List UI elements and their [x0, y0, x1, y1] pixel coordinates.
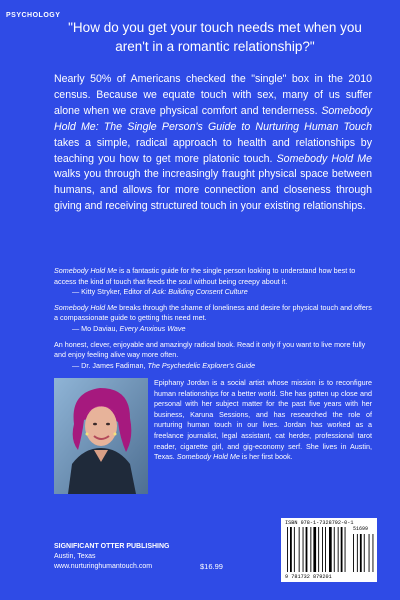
endorsement-attribution: [54, 287, 372, 298]
publisher-website: www.nurturinghumantouch.com: [54, 562, 153, 570]
endorsement-attribution: [54, 361, 372, 372]
publisher-info: [54, 542, 170, 571]
barcode-digits: 9 781732 879201: [285, 574, 332, 580]
description-part-3: walks you through the increasingly fraught physical space between humans, and allows for more connection and closeness through giving and receiving structured touch in your existing relationships.: [54, 168, 372, 213]
attribution-name: — Dr. James Fadiman,: [72, 360, 148, 370]
publisher-name: SIGNIFICANT OTTER PUBLISHING: [54, 543, 170, 550]
book-title-short: Somebody Hold Me: [276, 152, 372, 165]
publisher-city: Austin, Texas: [54, 552, 96, 560]
bio-text: Epiphany Jordan is a social artist whose mission is to reconfigure human relationships for a better world. She has gotten up close and personal with her subject matter for the past five years with her business, Karuna Sessions, and has researched the role of nurturing human touch in our lives. Jordan has worked as a freelance journalist, legal assistant, cat herder, professional tarot reader, cigarette girl, and gig-economy serf. She lives in Austin, Texas.: [154, 378, 372, 462]
book-description: [54, 72, 372, 215]
endorsement-3: [54, 340, 372, 372]
endorsement-book-title: Somebody Hold Me: [54, 266, 118, 275]
endorsement-text: An honest, clever, enjoyable and amazingly radical book. Read it only if you want to live more fully and enjoy feeling alive way more often.: [54, 339, 366, 360]
attribution-name: — Kitty Stryker, Editor of: [72, 287, 153, 297]
bio-tail: is her first book.: [239, 452, 293, 462]
price-label: $16.99: [200, 562, 223, 571]
attribution-work: Ask: Building Consent Culture: [152, 287, 248, 297]
description-part-1: Nearly 50% of Americans checked the "single" box in the 2010 census. Because we equate touch with sex, many of us suffer alone when we crave physical comfort and tenderness.: [54, 73, 372, 117]
endorsements: [54, 266, 372, 376]
price-addon-code: 51699: [353, 526, 369, 532]
attribution-work: Every Anxious Wave: [119, 323, 186, 333]
endorsement-quote: [54, 303, 372, 324]
barcode-bars-icon: [281, 518, 377, 582]
book-title-full: Somebody Hold Me: The Single Person's Guide to Nurturing Human Touch: [54, 104, 372, 133]
endorsement-quote: [54, 266, 372, 287]
description-part-2: takes a simple, radical approach to health and relationships by teaching you how to get more platonic touch.: [54, 136, 372, 165]
endorsement-2: [54, 303, 372, 335]
endorsement-quote: [54, 340, 372, 361]
endorsement-text: breaks through the shame of loneliness and desire for physical touch and offers a compassionate guide to getting this need met.: [54, 302, 372, 323]
category-label: PSYCHOLOGY: [6, 12, 61, 19]
photo-spacer: [54, 378, 154, 496]
headline-question: "How do you get your touch needs met when you aren't in a romantic relationship?": [68, 20, 362, 54]
attribution-work: The Psychedelic Explorer's Guide: [147, 360, 256, 370]
endorsement-1: [54, 266, 372, 298]
isbn-barcode: [281, 518, 377, 582]
bio-book-title: Somebody Hold Me: [176, 452, 240, 462]
endorsement-attribution: [54, 324, 372, 335]
isbn-number: ISBN 978-1-7328792-0-1: [285, 520, 354, 526]
endorsement-book-title: Somebody Hold Me: [54, 302, 118, 312]
endorsement-text: is a fantastic guide for the single person looking to understand how best to access the kind of touch that feeds the soul without being creepy about it.: [54, 266, 356, 286]
author-bio: [54, 378, 372, 496]
attribution-name: — Mo Daviau,: [72, 323, 120, 333]
